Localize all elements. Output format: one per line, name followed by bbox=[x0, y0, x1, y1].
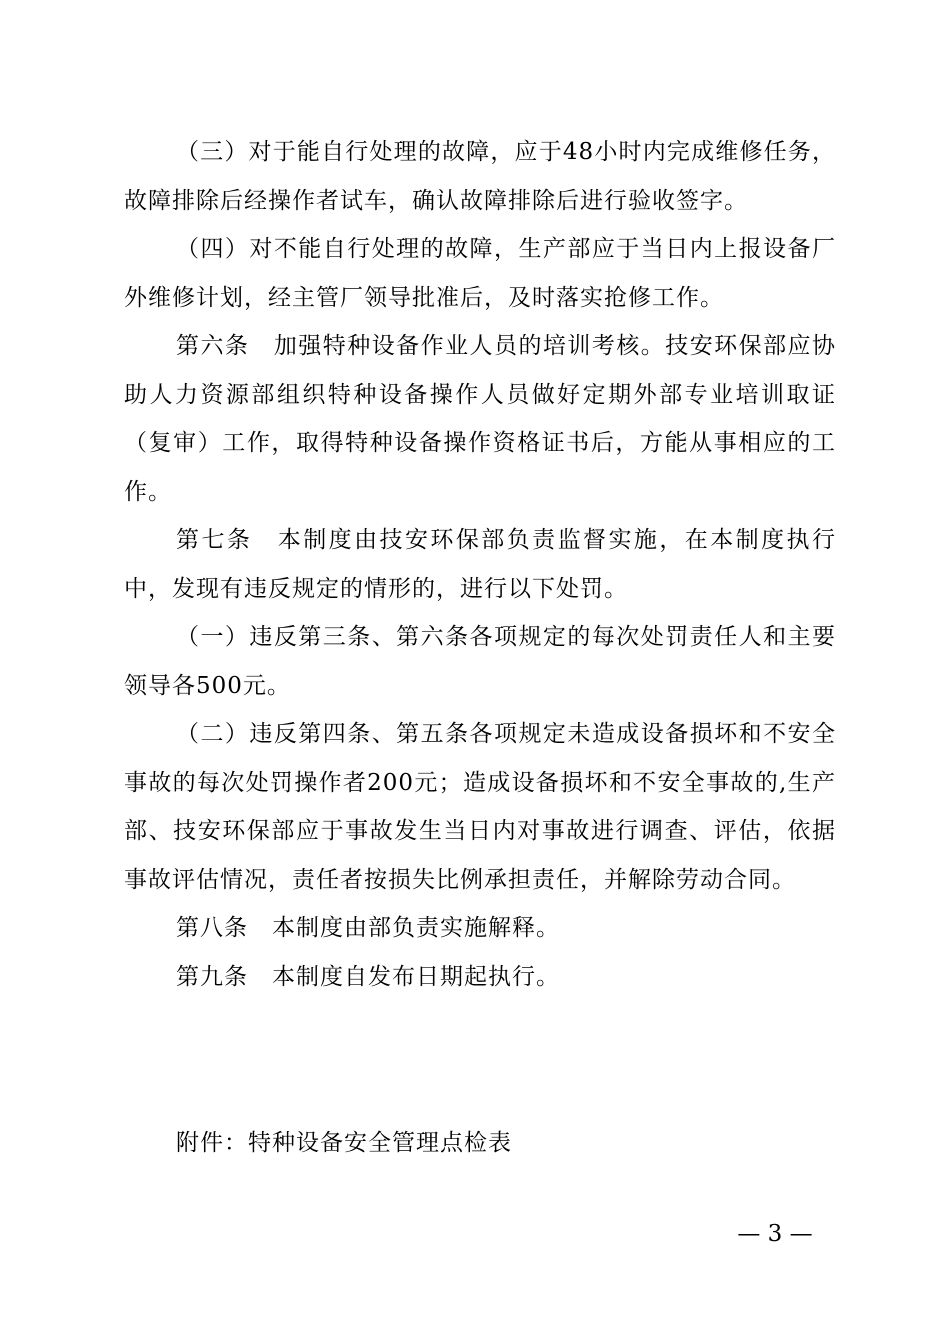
attachment-note: 附件：特种设备安全管理点检表 bbox=[176, 1130, 512, 1156]
paragraph-clause-4: （四）对不能自行处理的故障，生产部应于当日内上报设备厂外维修计划，经主管厂领导批准后，及时落实抢修工作。 bbox=[124, 236, 836, 311]
paragraph-article-7: 第七条 本制度由技安环保部负责监督实施，在本制度执行中，发现有违反规定的情形的，进行以下处罚。 bbox=[124, 527, 836, 602]
document-body bbox=[124, 128, 836, 1001]
page-number: — 3 — bbox=[737, 1221, 813, 1247]
paragraph-clause-3: （三）对于能自行处理的故障，应于48小时内完成维修任务，故障排除后经操作者试车，确认故障排除后进行验收签字。 bbox=[124, 139, 836, 214]
paragraph-article-8: 第八条 本制度由部负责实施解释。 bbox=[176, 915, 560, 941]
paragraph-penalty-1: （一）违反第三条、第六条各项规定的每次处罚责任人和主要领导各500元。 bbox=[124, 624, 836, 699]
paragraph-penalty-2: （二）违反第四条、第五条各项规定未造成设备损坏和不安全事故的每次处罚操作者200元；造成设备损坏和不安全事故的,生产部、技安环保部应于事故发生当日内对事故进行调查、评估，依据事故评估情况，责任者按损失比例承担责任，并解除劳动合同。 bbox=[124, 721, 836, 893]
paragraph-article-9: 第九条 本制度自发布日期起执行。 bbox=[176, 963, 560, 990]
paragraph-article-6: 第六条 加强特种设备作业人员的培训考核。技安环保部应协助人力资源部组织特种设备操作人员做好定期外部专业培训取证（复审）工作，取得特种设备操作资格证书后，方能从事相应的工作。 bbox=[124, 333, 836, 505]
